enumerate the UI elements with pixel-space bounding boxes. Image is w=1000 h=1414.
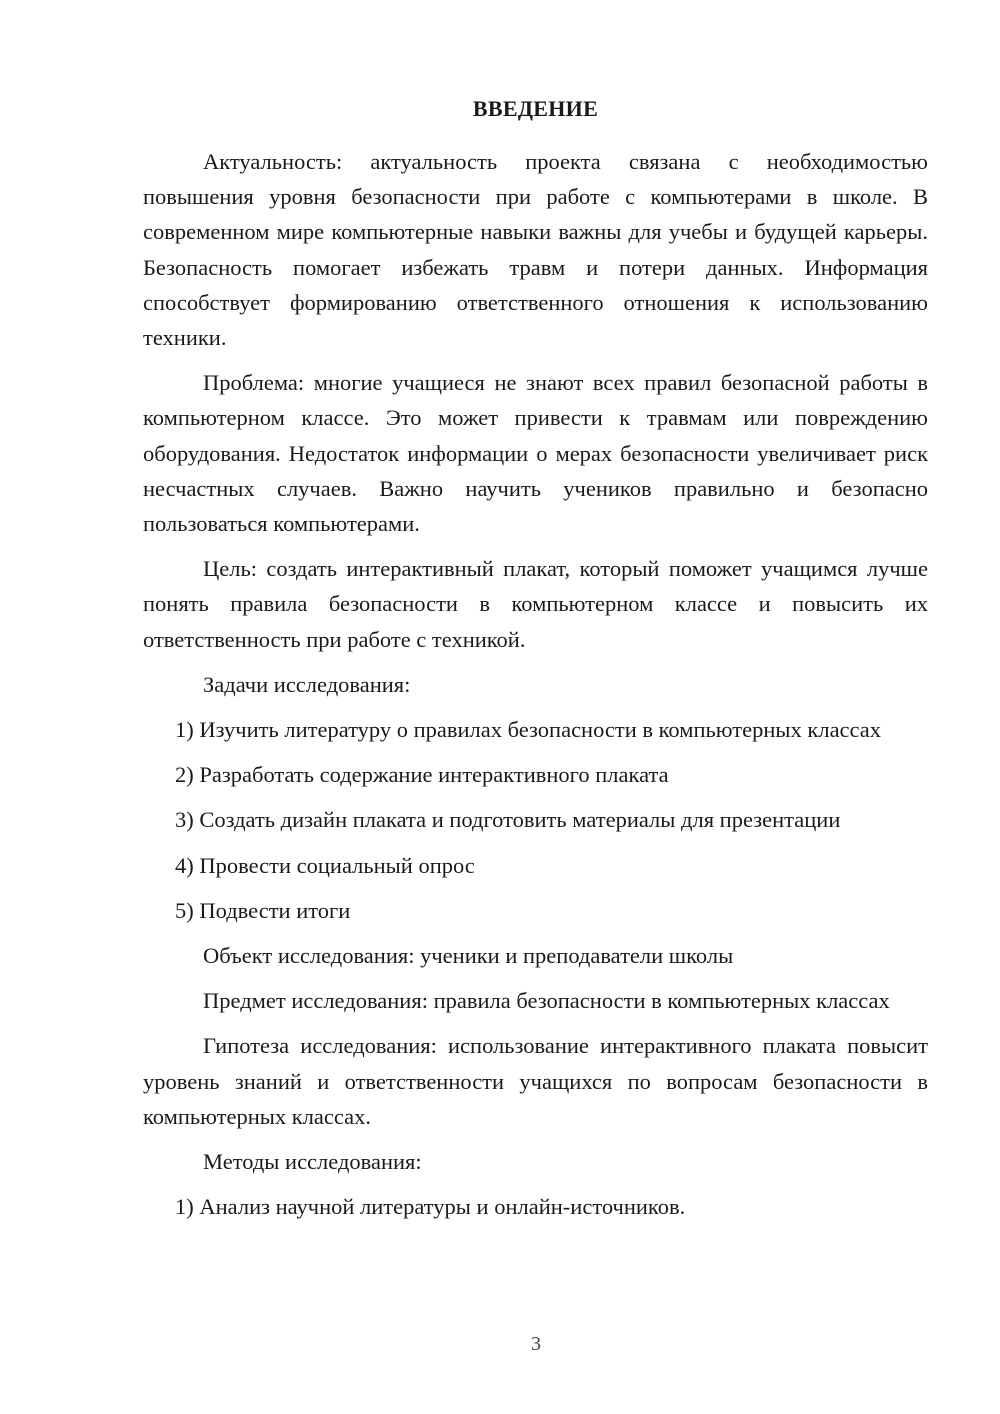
document-page (143, 96, 928, 1224)
methods-heading: Методы исследования: (203, 1149, 422, 1175)
task-item: 5) Подвести итоги (175, 897, 351, 923)
subject-paragraph: Предмет исследования: правила безопасности в компьютерных классах (203, 988, 890, 1014)
page-title: ВВЕДЕНИЕ (472, 96, 599, 121)
object-line: Объект исследования: ученики и преподаватели школы (203, 943, 734, 969)
task-item: 3) Создать дизайн плаката и подготовить материалы для презентации (175, 807, 841, 833)
page-number: 3 (531, 1333, 541, 1355)
relevance-paragraph: Актуальность: актуальность проекта связана с необходимостью повышения уровня безопасности при работе с компьютерами в школе. В современном мире компьютерные навыки важны для учебы и будущей карьеры. Безопасность помогает избежать травм и потери данных. Информация способствует формированию ответственного отношения к использованию техники. (143, 149, 928, 351)
tasks-heading: Задачи исследования: (203, 671, 411, 697)
method-item: 1) Анализ научной литературы и онлайн-источников. (175, 1194, 686, 1220)
task-item: 4) Провести социальный опрос (175, 852, 475, 878)
task-item: 2) Разработать содержание интерактивного плаката (175, 762, 669, 788)
hypothesis-paragraph: Гипотеза исследования: использование интерактивного плаката повысит уровень знаний и ответственности учащихся по вопросам безопасности в компьютерных классах. (143, 1033, 928, 1129)
task-item: 1) Изучить литературу о правилах безопасности в компьютерных классах (175, 717, 882, 743)
problem-paragraph: Проблема: многие учащиеся не знают всех правил безопасной работы в компьютерном классе. Это может привести к травмам или повреждению оборудования. Недостаток информации о мерах безопасности увеличивает риск несчастных случаев. Важно научить учеников правильно и безопасно пользоваться компьютерами. (143, 370, 928, 537)
goal-paragraph: Цель: создать интерактивный плакат, который поможет учащимся лучше понять правила безопасности в компьютерном классе и повысить их ответственность при работе с техникой. (143, 556, 928, 652)
